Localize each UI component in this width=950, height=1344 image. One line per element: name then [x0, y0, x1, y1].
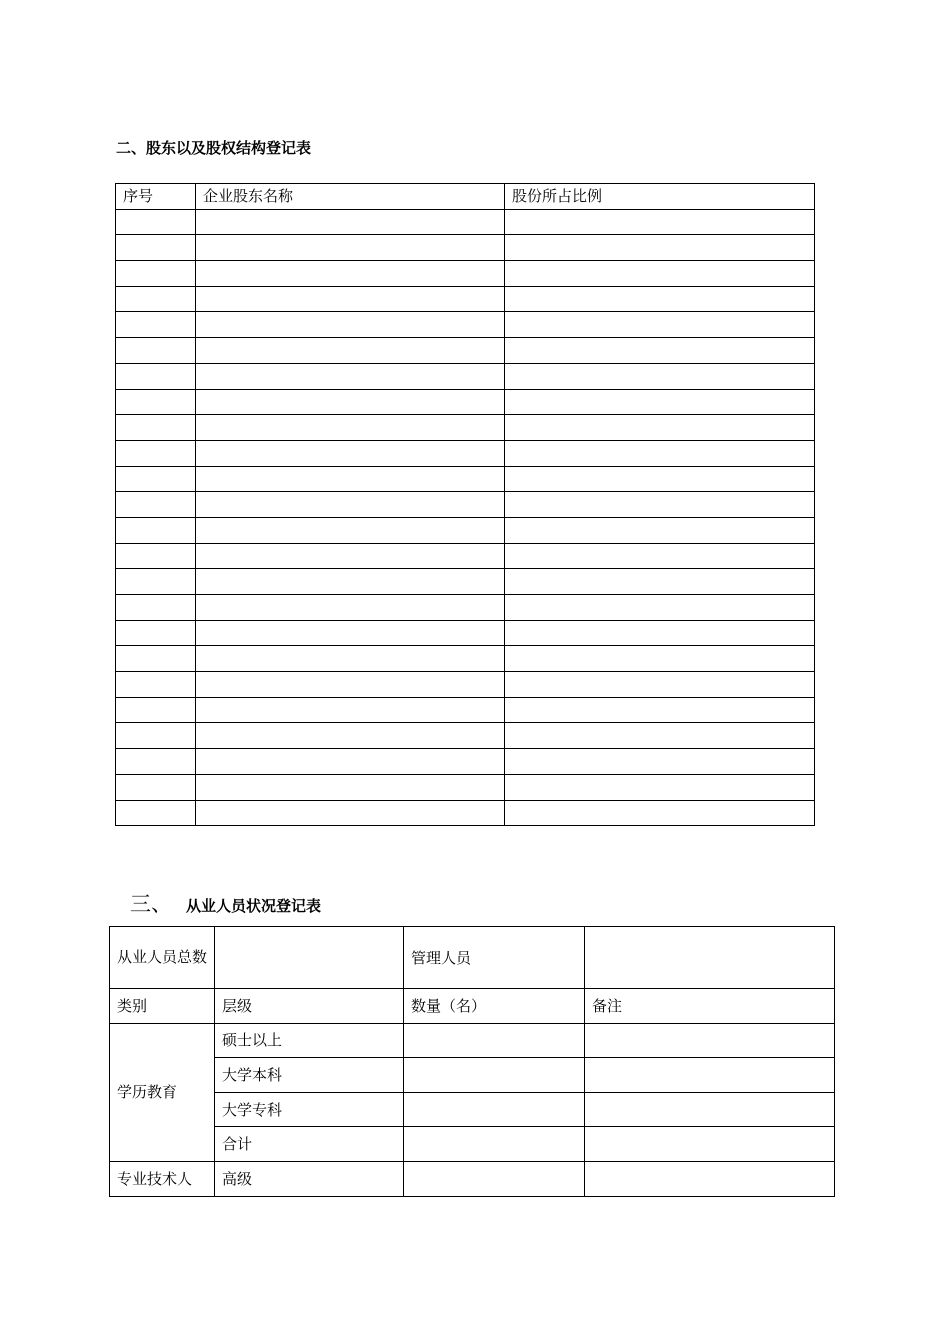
share-ratio-cell[interactable] [505, 261, 815, 287]
serial-cell[interactable] [116, 672, 196, 698]
share-ratio-cell[interactable] [505, 286, 815, 312]
header-serial-number: 序号 [116, 184, 196, 210]
quantity-cell[interactable] [404, 1058, 585, 1093]
shareholder-name-cell[interactable] [196, 749, 505, 775]
education-level: 大学专科 [215, 1092, 404, 1127]
header-category: 类别 [110, 989, 215, 1024]
table-row [110, 1161, 835, 1196]
shareholder-name-cell[interactable] [196, 697, 505, 723]
education-level: 合计 [215, 1127, 404, 1162]
table-row [110, 1058, 835, 1093]
education-level: 大学本科 [215, 1058, 404, 1093]
serial-cell[interactable] [116, 440, 196, 466]
table-header-row [116, 184, 815, 210]
serial-cell[interactable] [116, 286, 196, 312]
section-2-title: 二、股东以及股权结构登记表 [116, 139, 312, 157]
shareholder-name-cell[interactable] [196, 440, 505, 466]
quantity-cell[interactable] [404, 1161, 585, 1196]
section-3-title [130, 888, 321, 918]
remarks-cell[interactable] [585, 1161, 835, 1196]
total-staff-value[interactable] [215, 927, 404, 989]
serial-cell[interactable] [116, 312, 196, 338]
table-row [116, 646, 815, 672]
table-row [116, 261, 815, 287]
share-ratio-cell[interactable] [505, 569, 815, 595]
share-ratio-cell[interactable] [505, 620, 815, 646]
share-ratio-cell[interactable] [505, 672, 815, 698]
quantity-cell[interactable] [404, 1127, 585, 1162]
quantity-cell[interactable] [404, 1092, 585, 1127]
serial-cell[interactable] [116, 235, 196, 261]
serial-cell[interactable] [116, 723, 196, 749]
table-row [116, 338, 815, 364]
serial-cell[interactable] [116, 389, 196, 415]
serial-cell[interactable] [116, 774, 196, 800]
table-row [110, 1092, 835, 1127]
share-ratio-cell[interactable] [505, 492, 815, 518]
table-row [116, 466, 815, 492]
table-row [110, 1023, 835, 1058]
share-ratio-cell[interactable] [505, 338, 815, 364]
share-ratio-cell[interactable] [505, 209, 815, 235]
table-row [116, 800, 815, 826]
shareholder-name-cell[interactable] [196, 774, 505, 800]
share-ratio-cell[interactable] [505, 697, 815, 723]
serial-cell[interactable] [116, 620, 196, 646]
table-row [116, 415, 815, 441]
table-header-row [110, 989, 835, 1024]
shareholder-name-cell[interactable] [196, 415, 505, 441]
serial-cell[interactable] [116, 261, 196, 287]
table-row [116, 363, 815, 389]
shareholder-name-cell[interactable] [196, 543, 505, 569]
remarks-cell[interactable] [585, 1023, 835, 1058]
share-ratio-cell[interactable] [505, 415, 815, 441]
table-row [116, 672, 815, 698]
serial-cell[interactable] [116, 595, 196, 621]
remarks-cell[interactable] [585, 1092, 835, 1127]
serial-cell[interactable] [116, 749, 196, 775]
shareholder-name-cell[interactable] [196, 569, 505, 595]
serial-cell[interactable] [116, 646, 196, 672]
table-row [110, 1127, 835, 1162]
quantity-cell[interactable] [404, 1023, 585, 1058]
shareholder-name-cell[interactable] [196, 672, 505, 698]
share-ratio-cell[interactable] [505, 800, 815, 826]
table-row [116, 569, 815, 595]
shareholder-name-cell[interactable] [196, 389, 505, 415]
share-ratio-cell[interactable] [505, 595, 815, 621]
header-level: 层级 [215, 989, 404, 1024]
table-row [116, 389, 815, 415]
serial-cell[interactable] [116, 209, 196, 235]
total-staff-label: 从业人员总数 [110, 927, 215, 989]
serial-cell[interactable] [116, 517, 196, 543]
header-shareholder-name: 企业股东名称 [196, 184, 505, 210]
professional-category: 专业技术人 [110, 1161, 215, 1196]
table-row [116, 543, 815, 569]
professional-level: 高级 [215, 1161, 404, 1196]
education-category: 学历教育 [110, 1023, 215, 1161]
remarks-cell[interactable] [585, 1058, 835, 1093]
shareholder-name-cell[interactable] [196, 620, 505, 646]
table-row [116, 749, 815, 775]
table-row [116, 620, 815, 646]
header-share-ratio: 股份所占比例 [505, 184, 815, 210]
share-ratio-cell[interactable] [505, 363, 815, 389]
serial-cell[interactable] [116, 569, 196, 595]
shareholder-name-cell[interactable] [196, 723, 505, 749]
education-level: 硕士以上 [215, 1023, 404, 1058]
header-quantity: 数量（名） [404, 989, 585, 1024]
serial-cell[interactable] [116, 338, 196, 364]
table-row [116, 286, 815, 312]
share-ratio-cell[interactable] [505, 235, 815, 261]
table-row [116, 492, 815, 518]
table-row [116, 312, 815, 338]
manager-label: 管理人员 [404, 927, 585, 989]
serial-cell[interactable] [116, 543, 196, 569]
shareholder-table [115, 183, 815, 826]
serial-cell[interactable] [116, 697, 196, 723]
manager-value[interactable] [585, 927, 835, 989]
share-ratio-cell[interactable] [505, 466, 815, 492]
shareholder-name-cell[interactable] [196, 338, 505, 364]
section-3-number: 三、 [130, 892, 172, 916]
shareholder-name-cell[interactable] [196, 800, 505, 826]
share-ratio-cell[interactable] [505, 774, 815, 800]
share-ratio-cell[interactable] [505, 517, 815, 543]
shareholder-name-cell[interactable] [196, 235, 505, 261]
serial-cell[interactable] [116, 466, 196, 492]
shareholder-name-cell[interactable] [196, 261, 505, 287]
table-row [116, 517, 815, 543]
table-row [116, 209, 815, 235]
staff-table [109, 926, 835, 1197]
shareholder-name-cell[interactable] [196, 312, 505, 338]
shareholder-name-cell[interactable] [196, 492, 505, 518]
share-ratio-cell[interactable] [505, 543, 815, 569]
serial-cell[interactable] [116, 415, 196, 441]
share-ratio-cell[interactable] [505, 646, 815, 672]
remarks-cell[interactable] [585, 1127, 835, 1162]
shareholder-name-cell[interactable] [196, 286, 505, 312]
share-ratio-cell[interactable] [505, 312, 815, 338]
serial-cell[interactable] [116, 363, 196, 389]
table-row [116, 440, 815, 466]
table-row [116, 723, 815, 749]
shareholder-name-cell[interactable] [196, 363, 505, 389]
table-row [116, 595, 815, 621]
share-ratio-cell[interactable] [505, 389, 815, 415]
share-ratio-cell[interactable] [505, 723, 815, 749]
table-row [116, 774, 815, 800]
shareholder-name-cell[interactable] [196, 646, 505, 672]
share-ratio-cell[interactable] [505, 749, 815, 775]
section-3-title-text: 从业人员状况登记表 [186, 897, 322, 915]
table-row [116, 235, 815, 261]
header-remarks: 备注 [585, 989, 835, 1024]
table-row [116, 697, 815, 723]
shareholder-name-cell[interactable] [196, 466, 505, 492]
share-ratio-cell[interactable] [505, 440, 815, 466]
shareholder-name-cell[interactable] [196, 517, 505, 543]
serial-cell[interactable] [116, 492, 196, 518]
shareholder-name-cell[interactable] [196, 595, 505, 621]
table-row [110, 927, 835, 989]
serial-cell[interactable] [116, 800, 196, 826]
shareholder-name-cell[interactable] [196, 209, 505, 235]
